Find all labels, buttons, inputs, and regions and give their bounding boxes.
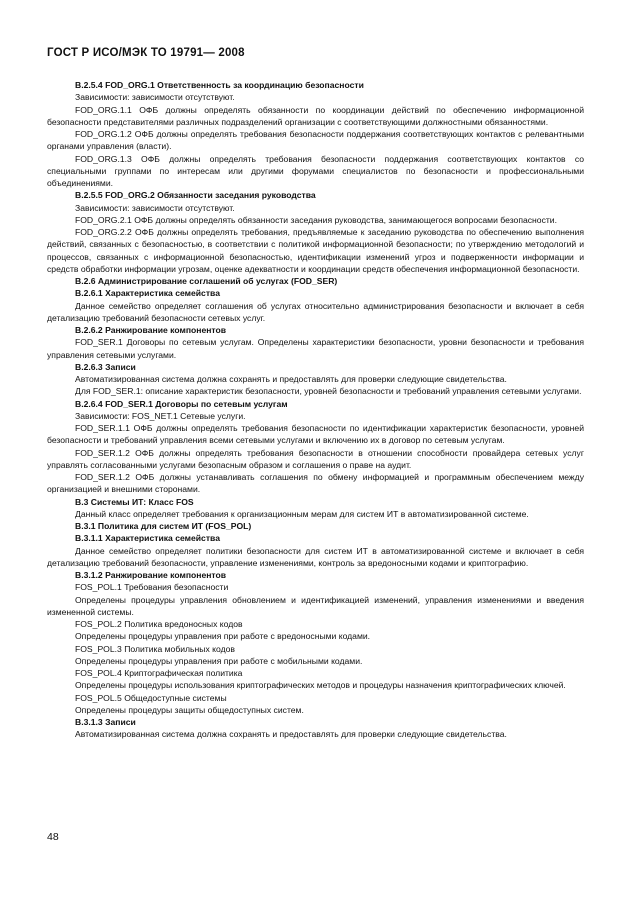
body-paragraph: FOS_POL.3 Политика мобильных кодов [75, 643, 235, 654]
section-heading: B.3.1.2 Ранжирование компонентов [75, 570, 227, 580]
document-header: ГОСТ Р ИСО/МЭК ТО 19791— 2008 [47, 47, 245, 59]
body-paragraph: FOS_POL.2 Политика вредоносных кодов [75, 619, 243, 629]
section-heading: B.2.6.2 Ранжирование компонентов [75, 325, 227, 335]
body-paragraph: Определены процедуры использования криптографических методов и процедуры назначения криптографических ключей. [75, 680, 566, 691]
body-paragraph: FOS_POL.5 Общедоступные системы [75, 692, 227, 703]
body-paragraph: Определены процедуры управления обновлением и идентификацией изменений, управления изменениями и введения измененной системы. [47, 594, 584, 617]
page-number: 48 [47, 831, 59, 843]
section-heading: B.2.6.4 FOD_SER.1 Договоры по сетевым услугам [75, 398, 288, 409]
body-paragraph: Зависимости: зависимости отсутствуют. [75, 92, 235, 103]
body-paragraph: Автоматизированная система должна сохранять и предоставлять для проверки следующие свидетельства. [75, 374, 507, 384]
body-paragraph: FOD_ORG.2.1 ОФБ должны определять обязанности заседания руководства, занимающегося вопросами безопасности. [75, 214, 557, 225]
body-paragraph: Автоматизированная система должна сохранять и предоставлять для проверки следующие свидетельства. [75, 729, 507, 740]
body-paragraph: Определены процедуры защиты общедоступных систем. [75, 704, 304, 715]
body-paragraph: Определены процедуры управления при работе с вредоносными кодами. [75, 631, 371, 642]
section-heading: B.2.6.3 Записи [75, 361, 136, 372]
body-paragraph: FOD_ORG.1.2 ОФБ должны определять требования безопасности поддержания соответствующих контактов с релевантными органами управления (власти). [47, 129, 584, 152]
body-paragraph: FOD_SER.1.2 ОФБ должны устанавливать соглашения по обмену информацией и программным обеспечением между организацией и внешними сторонами. [47, 472, 584, 495]
body-paragraph: FOS_POL.4 Криптографическая политика [75, 668, 243, 678]
section-heading: B.3.1.1 Характеристика семейства [75, 533, 220, 544]
body-paragraph: FOD_ORG.1.3 ОФБ должны определять требования безопасности поддержания соответствующих контактов со специальными группами по интересам или другими форумами специалистов по безопасности и профессиональными объединениями. [47, 153, 584, 188]
document-body [47, 79, 584, 741]
body-paragraph: FOD_ORG.1.1 ОФБ должны определять обязанности по координации действий по обеспечению информационной безопасности представителями различных подразделений организации с соответствующими должностными обязанностями. [47, 104, 584, 127]
body-paragraph: Для FOD_SER.1: описание характеристик безопасности, уровней безопасности и требований управления сетевыми услугами. [75, 386, 582, 397]
body-paragraph: FOD_SER.1.1 ОФБ должны определять требования безопасности по идентификации характеристик безопасности, уровней безопасности и требований управления всеми сетевыми услугами и включению их в договор по сетевым услугам. [47, 423, 584, 446]
body-paragraph: FOS_POL.1 Требования безопасности [75, 582, 229, 593]
section-heading: B.2.6.1 Характеристика семейства [75, 288, 220, 299]
section-heading: B.3.1.3 Записи [75, 717, 136, 727]
section-heading: B.3 Системы ИТ: Класс FOS [75, 496, 194, 507]
section-heading: B.2.6 Администрирование соглашений об услугах (FOD_SER) [75, 276, 338, 286]
body-paragraph: Определены процедуры управления при работе с мобильными кодами. [75, 655, 363, 666]
body-paragraph: Зависимости: FOS_NET.1 Сетевые услуги. [75, 410, 246, 421]
body-paragraph: Данное семейство определяет соглашения об услугах относительно администрирования безопасности и включает в себя детализацию требований безопасности сетевых услуг. [47, 300, 584, 323]
body-paragraph: FOD_SER.1.2 ОФБ должны определять требования безопасности в отношении способности провайдера сетевых услуг управлять согласованными услугами безопасным образом и соглашения о праве на аудит. [47, 447, 584, 470]
section-heading: B.3.1 Политика для систем ИТ (FOS_POL) [75, 521, 252, 531]
body-paragraph: Данное семейство определяет политики безопасности для систем ИТ в автоматизированной системе и включает в себя детализацию требований безопасности, управление изменениями, контроль за вредоносными кодами и криптографию. [47, 545, 584, 568]
body-paragraph: Зависимости: зависимости отсутствуют. [75, 202, 235, 213]
section-heading: B.2.5.4 FOD_ORG.1 Ответственность за координацию безопасности [75, 80, 364, 90]
body-paragraph: FOD_ORG.2.2 ОФБ должны определять требования, предъявляемые к заседанию руководства по обеспечению выполнения действий, связанных с безопасностью, в соответствии с политикой информационной безопасности; по утверждению методологий и процессов, связанных с информационной безопасностью, идентификации изменений угроз и подверженности информации и средств обработки информации угрозам, оценке адекватности и координации средств обеспечения информационной безопасности. [47, 227, 584, 274]
body-paragraph: FOD_SER.1 Договоры по сетевым услугам. Определены характеристики безопасности, уровни безопасности и требования управления сетевыми услугами. [47, 337, 584, 360]
section-heading: B.2.5.5 FOD_ORG.2 Обязанности заседания руководства [75, 190, 316, 201]
body-paragraph: Данный класс определяет требования к организационным мерам для систем ИТ в автоматизированной системе. [75, 508, 529, 519]
